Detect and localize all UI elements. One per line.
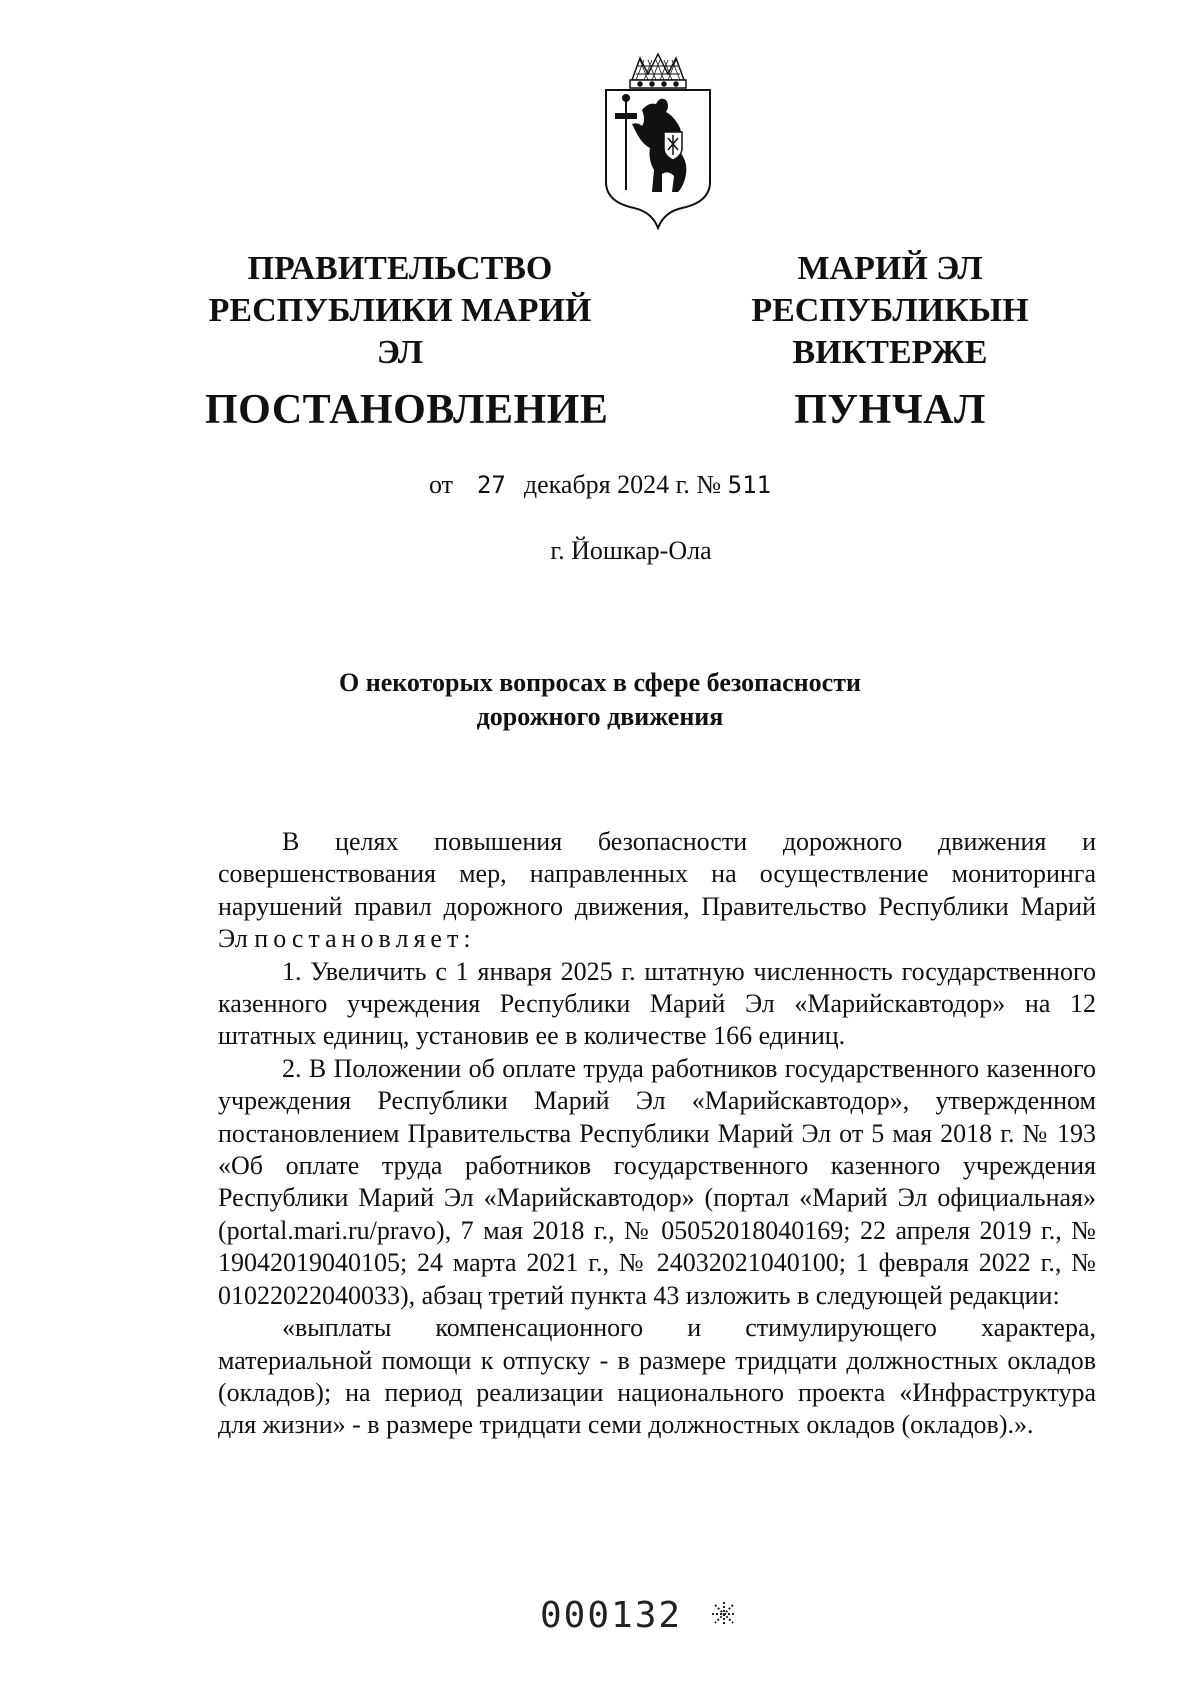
paragraph-preamble-text: В целях повышения безопасности дорожного движения и совершенствования мер, направленных на осуществление мониторинга нарушений правил дорожного движения, Правительство Республики Марий Эл: [218, 827, 1096, 954]
date-prefix: от: [428, 470, 453, 499]
coat-of-arms-icon: [602, 52, 714, 230]
document-title: [0, 666, 1200, 734]
asterisk-icon: [710, 1600, 738, 1628]
header-left-line2: РЕСПУБЛИКИ МАРИЙ ЭЛ: [208, 292, 592, 371]
decree-title-ru: ПОСТАНОВЛЕНИЕ: [205, 387, 609, 433]
paragraph-item-2: 2. В Положении об оплате труда работников государственного казенного учреждения Республики Марий Эл «Марийскавтодор», утвержденном постановлением Правительства Республики Марий Эл от 5 мая 2018 г. № 193 «Об оплате труда работников государственного казенного учреждения Республики Марий Эл «Марийскавтодор» (портал «Марий Эл официальная» (portal.mari.ru/pravo), 7 мая 2018 г., № 05052018040169; 22 апреля 2019 г., № 19042019040105; 24 марта 2021 г., № 24032021040100; 1 февраля 2022 г., № 01022022040033), абзац третий пункта 43 изложить в следующей редакции:: [218, 1053, 1096, 1310]
paragraph-preamble-end: :: [463, 924, 471, 954]
date-line: [0, 470, 1200, 500]
header-right-line2: ВИКТЕРЖЕ: [792, 334, 988, 371]
city: г. Йошкар-Ола: [550, 536, 712, 565]
header-left: [205, 248, 609, 436]
document-body: [218, 826, 1096, 1442]
serial-number: 000132: [540, 1595, 683, 1636]
document-title-line1: О некоторых вопросах в сфере безопасности: [339, 668, 861, 697]
header-left-line1: ПРАВИТЕЛЬСТВО: [247, 250, 553, 287]
date-day: 27: [476, 471, 506, 499]
paragraph-quote: «выплаты компенсационного и стимулирующего характера, материальной помощи к отпуску - в размере тридцати должностных окладов (окладов); на период реализации национального проекта «Инфраструктура для жизни» - в размере тридцати семи должностных окладов (окладов).».: [218, 1313, 1096, 1440]
decree-number: 511: [727, 471, 772, 499]
paragraph-item-1: 1. Увеличить с 1 января 2025 г. штатную численность государственного казенного учреждения Республики Марий Эл «Марийскавтодор» на 12 штатных единиц, установив ее в количестве 166 единиц.: [218, 956, 1096, 1051]
paragraph-preamble: [218, 826, 1096, 956]
decree-title-mari: ПУНЧАЛ: [794, 387, 986, 433]
paragraph-preamble-spaced: постановляет: [254, 924, 464, 954]
header-right: [670, 248, 1110, 436]
date-month-year: декабря 2024 г. №: [523, 470, 722, 499]
document-title-line2: дорожного движения: [476, 702, 724, 731]
header-right-line1: МАРИЙ ЭЛ РЕСПУБЛИКЫН: [751, 250, 1029, 329]
